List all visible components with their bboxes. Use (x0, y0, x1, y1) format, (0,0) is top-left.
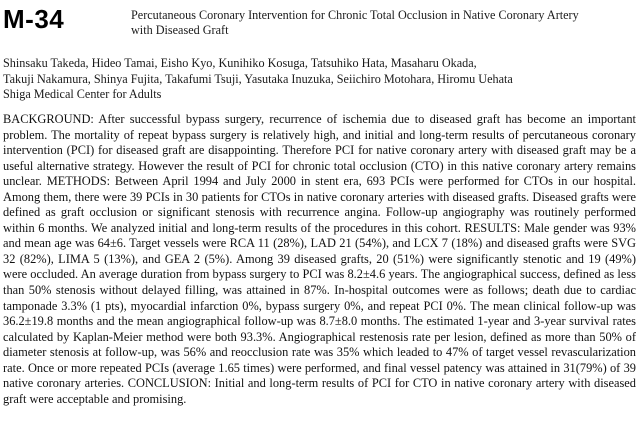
author-list-line-1: Shinsaku Takeda, Hideo Tamai, Eisho Kyo, Kunihiko Kosuga, Tatsuhiko Hata, Masaharu Okada, (3, 56, 477, 70)
abstract-body: BACKGROUND: After successful bypass surgery, recurrence of ischemia due to diseased graft has become an important problem. The mortality of repeat bypass surgery is relatively high, and initial and long-term results of percutaneous coronary intervention (PCI) for diseased graft are disappointing. Therefore PCI for native coronary artery with diseased graft may be a useful alternative strategy. However the result of PCI for chronic total occlusion (CTO) in this native coronary artery remains unclear. METHODS: Between April 1994 and July 2000 in stent era, 693 PCIs were performed for CTOs in our hospital. Among them, there were 39 PCIs in 30 patients for CTOs in native coronary arteries with diseased grafts. Diseased grafts were defined as graft occlusion or significant stenosis with recurrence angina. Follow-up angiography was routinely performed within 6 months. We analyzed initial and long-term results of the procedures in this cohort. RESULTS: Male gender was 93% and mean age was 64±6. Target vessels were RCA 11 (28%), LAD 21 (54%), and LCX 7 (18%) and diseased grafts were SVG 32 (82%), LIMA 5 (13%), and GEA 2 (5%). Among 39 diseased grafts, 20 (51%) were significantly stenotic and 19 (49%) were occluded. An average duration from bypass surgery to PCI was 8.2±4.6 years. The angiographical success, defined as less than 50% stenosis without delayed filling, was attained in 87%. In-hospital outcomes were as follows; death due to cardiac tamponade 3.3% (1 pts), myocardial infarction 0%, bypass surgery 0%, and repeat PCI 0%. The mean clinical follow-up was 36.2±19.8 months and the mean angiographical follow-up was 8.7±8.0 months. The estimated 1-year and 3-year survival rates calculated by Kaplan-Meier method were both 93.3%. Angiographical restenosis rate per lesion, defined as more than 50% of diameter stenosis at follow-up, was 56% and reocclusion rate was 35% which leaded to 47% of target vessel revascularization rate. Once or more repeated PCIs (average 1.65 times) were performed, and final vessel patency was attained in 31(79%) of 39 native coronary arteries. CONCLUSION: Initial and long-term results of PCI for CTO in native coronary artery with diseased graft were acceptable and promising. (3, 112, 636, 406)
author-affiliation: Shiga Medical Center for Adults (3, 87, 162, 101)
author-block (3, 56, 633, 103)
abstract-id: M-34 (3, 4, 65, 34)
abstract-header (3, 6, 633, 46)
author-list-line-2: Takuji Nakamura, Shinya Fujita, Takafumi Tsuji, Yasutaka Inuzuka, Seiichiro Motohara, Hiromu Uehata (3, 71, 513, 86)
abstract-title: Percutaneous Coronary Intervention for Chronic Total Occlusion in Native Coronary Artery with Diseased Graft (131, 8, 579, 37)
